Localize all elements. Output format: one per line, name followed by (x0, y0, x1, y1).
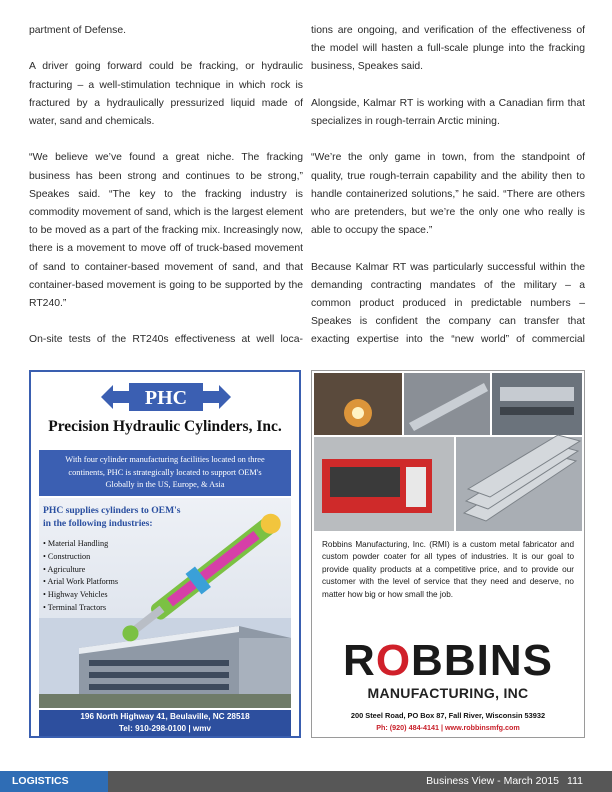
article-paragraph: “We believe we’ve found a great niche. The fracking business has been strong and continues to be strong,” Speakes said. “The key to the fracking industry is commodity movement of sand, which is the largest element to be moved as a part of the fracking mix. Increasingly now, there is a movement to move off of truck-based movement of sand to container-based movement of sand, and that container-based movement is going to be supported by the RT240.” (29, 152, 303, 310)
list-item: • Terminal Tractors (43, 602, 107, 612)
page-footer (0, 771, 612, 792)
phc-intro-line: continents, PHC is strategically located to support OEM's (68, 467, 262, 477)
list-item: • Agriculture (43, 564, 86, 574)
robbins-advertisement[interactable] (311, 370, 585, 738)
phc-advertisement[interactable] (29, 370, 301, 738)
robbins-logo-o: O (375, 636, 412, 681)
robbins-subtitle: MANUFACTURING, INC (367, 685, 529, 701)
article-paragraph: partment of Defense. (29, 25, 127, 36)
phc-supplies-heading (43, 504, 193, 530)
phc-company-name: Precision Hydraulic Cylinders, Inc. (48, 418, 282, 435)
phc-industry-list (43, 538, 118, 615)
phc-supplies-line: PHC supplies cylinders to OEM's (43, 505, 181, 516)
phc-phone: Tel: 910-298-0100 | wmv (118, 724, 212, 733)
article-paragraph: tions are ongoing, and verification of the effectiveness of the model will hasten a full-scale plunge into the fracking business, Speakes said. (311, 25, 585, 73)
robbins-contact[interactable]: Ph: (920) 484-4141 | www.robbinsmfg.com (376, 723, 520, 732)
article-column-right (311, 22, 585, 350)
list-item: • Construction (43, 551, 91, 561)
robbins-logo-rest: BBINS (411, 636, 553, 681)
phc-product-panel (39, 498, 291, 708)
footer-publication-info (418, 771, 583, 792)
phc-intro-line: Globally in the US, Europe, & Asia (105, 480, 225, 489)
article-paragraph: Because Kalmar RT was particularly successful within the demanding contracting mandates of the military – a common product produced in predictable numbers – Speakes is confident the company can transfer that exacting expertise into the “new world” of commercial (311, 261, 585, 346)
robbins-address: 200 Steel Road, PO Box 87, Fall River, Wisconsin 53932 (350, 711, 546, 720)
robbins-logo-r: R (343, 636, 376, 681)
list-item: • Material Handling (43, 539, 109, 548)
phc-contact-footer (39, 710, 291, 736)
svg-text:ROBBINS (343, 636, 553, 681)
robbins-photo-collage (314, 373, 582, 531)
list-item: • Arial Work Platforms (43, 577, 119, 587)
phc-logo-banner (101, 382, 231, 412)
article-paragraph: Alongside, Kalmar RT is working with a Canadian firm that specializes in rough-terrain Arctic mining. (311, 97, 585, 127)
phc-supplies-line: in the following industries: (43, 518, 153, 529)
phc-intro-block (39, 450, 291, 496)
article-column-left (29, 22, 303, 350)
phc-logo-text: PHC (144, 387, 188, 409)
robbins-logo (326, 635, 570, 681)
section-label: LOGISTICS (0, 771, 108, 792)
article-paragraph: On-site tests of the RT240s effectiveness at well loca- (29, 334, 303, 346)
publication-name: Business View - March 2015 (426, 775, 560, 787)
page-number: 111 (567, 775, 583, 787)
article-paragraph: A driver going forward could be fracking, or hydraulic fracturing – a well-stimulation technique in which rock is fractured by a hydraulically pressurized liquid made of water, sand and chemicals. (29, 61, 303, 127)
article-paragraph: “We’re the only game in town, from the standpoint of quality, true rough-terrain capability and the ability then to handle containerized solutions,” he said. “There are others who are pretenders, but we’re the only one who really is able to occupy the space.” (311, 152, 585, 237)
list-item: • Highway Vehicles (43, 590, 108, 600)
phc-address: 196 North Highway 41, Beulaville, NC 28518 (80, 712, 250, 721)
phc-intro-line: With four cylinder manufacturing facilities located on three (65, 455, 265, 464)
robbins-description: Robbins Manufacturing, Inc. (RMI) is a custom metal fabricator and custom powder coater for all types of industries. It is our goal to provide quality products at a competitive price, and to provide our customer with the level of service that they need and deserve, no matter how big or how small the job. (322, 540, 574, 599)
